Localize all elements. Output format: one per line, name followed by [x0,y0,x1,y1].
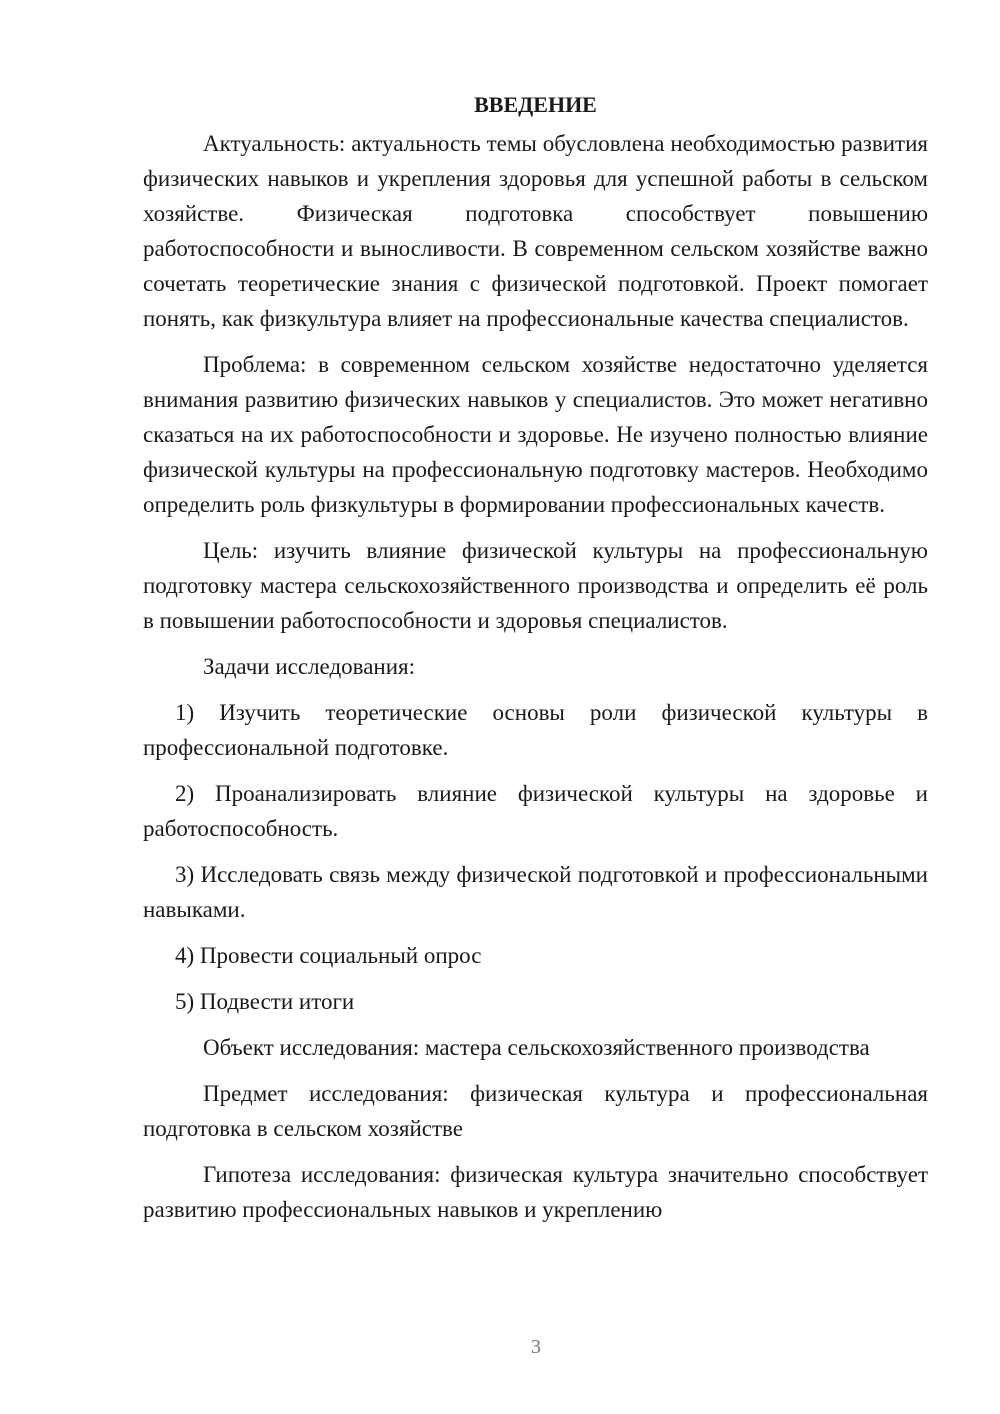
task-item-1: 1) Изучить теоретические основы роли физической культуры в профессиональной подготовке. [143,700,928,760]
task-item-5: 5) Подвести итоги [175,989,355,1014]
paragraph-goal: Цель: изучить влияние физической культуры на профессиональную подготовку мастера сельскохозяйственного производства и определить её роль в повышении работоспособности и здоровья специалистов. [143,538,928,633]
section-heading: ВВЕДЕНИЕ [474,92,597,117]
paragraph-relevance: Актуальность: актуальность темы обусловлена необходимостью развития физических навыков и укрепления здоровья для успешной работы в сельском хозяйстве. Физическая подготовка способствует повышению работоспособности и выносливости. В современном сельском хозяйстве важно сочетать теоретические знания с физической подготовкой. Проект помогает понять, как физкультура влияет на профессиональные качества специалистов. [143,131,928,331]
document-body [143,88,928,1227]
page-number: 3 [531,1336,541,1358]
paragraph-tasks-heading: Задачи исследования: [203,654,416,679]
paragraph-subject: Предмет исследования: физическая культура и профессиональная подготовка в сельском хозяйстве [143,1081,928,1141]
paragraph-hypothesis: Гипотеза исследования: физическая культура значительно способствует развитию профессиональных навыков и укреплению [143,1162,928,1222]
paragraph-problem: Проблема: в современном сельском хозяйстве недостаточно уделяется внимания развитию физических навыков у специалистов. Это может негативно сказаться на их работоспособности и здоровье. Не изучено полностью влияние физической культуры на профессиональную подготовку мастеров. Необходимо определить роль физкультуры в формировании профессиональных качеств. [143,352,928,517]
task-item-4: 4) Провести социальный опрос [175,943,482,968]
task-item-2: 2) Проанализировать влияние физической культуры на здоровье и работоспособность. [143,781,928,841]
task-item-3: 3) Исследовать связь между физической подготовкой и профессиональными навыками. [143,862,928,922]
paragraph-object: Объект исследования: мастера сельскохозяйственного производства [203,1035,870,1060]
